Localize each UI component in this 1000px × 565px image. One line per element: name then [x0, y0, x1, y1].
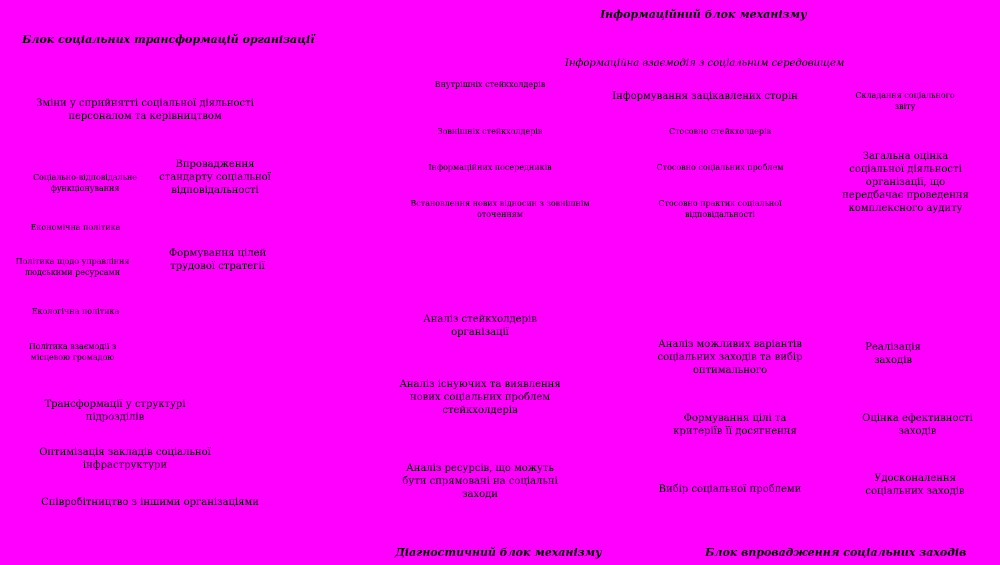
external-stakeholders-label: Зовнішніх стейкхолдерів: [437, 127, 543, 136]
efficiency-evaluation-label: Оцінка ефективності заходів: [862, 413, 973, 437]
ecological-policy-label: Екологічна політика: [31, 307, 120, 316]
regarding-practices-label: Стосовно практик соціальної відповідальності: [658, 199, 782, 219]
info-block-title: Інформаційний блок механізму: [600, 8, 807, 21]
intermediaries-label: Інформаційних посередників: [428, 163, 552, 172]
standard-implementation-label: Впровадження стандарту соціальної відповідальності: [159, 159, 271, 196]
social-block-title: Блок соціальних трансформацій організації: [22, 33, 315, 46]
stakeholder-analysis-label: Аналіз стейкхолдерів організації: [423, 314, 537, 338]
structure-transformations-label: Трансформації у структурі підрозділів: [44, 399, 186, 423]
implementation-block-title: Блок впровадження соціальних заходів: [705, 546, 967, 559]
measures-improvement-label: Удосконалення соціальних заходів: [865, 473, 965, 497]
problem-choice-label: Вибір соціальної проблеми: [658, 484, 802, 495]
resources-analysis-label: Аналіз ресурсів, що можуть бути спрямовані на соціальні заходи: [402, 463, 558, 500]
infrastructure-optimization-label: Оптимізація закладів соціальної інфраструктури: [39, 447, 211, 471]
internal-stakeholders-label: Внутрішніх стейкхолдерів: [434, 80, 546, 89]
problems-analysis-label: Аналіз існуючих та виявлення нових соціальних проблем стейкхолдерів: [399, 379, 561, 416]
social-report-label: Складання соціального звіту: [855, 91, 955, 111]
cooperation-label: Співробітництво з іншими організаціями: [41, 497, 259, 508]
new-relations-label: Встановлення нових відносин з зовнішнім оточенням: [410, 199, 590, 219]
goals-criteria-label: Формування цілі та критеріїв її досягнення: [673, 413, 797, 437]
diagnostic-block-title: Діагностичний блок механізму: [395, 546, 602, 559]
general-evaluation-label: Загальна оцінка соціальної діяльності організації, що передбачає проведення комплексного аудиту: [842, 151, 969, 214]
regarding-problems-label: Стосовно соціальних проблем: [656, 163, 784, 172]
regarding-stakeholders-label: Стосовно стейкхолдерів: [668, 127, 772, 136]
responsible-functioning-label: Соціально-відповідальне функціонування: [32, 173, 138, 193]
realization-label: Реалізація заходів: [865, 342, 921, 366]
economic-policy-label: Економічна політика: [30, 223, 121, 232]
info-interaction-subtitle: Інформаційна взаємодія з соціальним середовищем: [565, 58, 845, 69]
hr-policy-label: Політика щодо управління людськими ресурсами: [15, 257, 130, 277]
strategy-goals-label: Формування цілей трудової стратегії: [168, 248, 267, 272]
informing-stakeholders-label: Інформування зацікавлених сторін: [612, 91, 798, 102]
perception-changes-label: Зміни у сприйнятті соціальної діяльності персоналом та керівництвом: [36, 98, 254, 122]
variants-analysis-label: Аналіз можливих варіантів соціальних заходів та вибір оптимального: [657, 339, 803, 376]
community-policy-label: Політика взаємодії з місцевою громадою: [28, 342, 117, 362]
